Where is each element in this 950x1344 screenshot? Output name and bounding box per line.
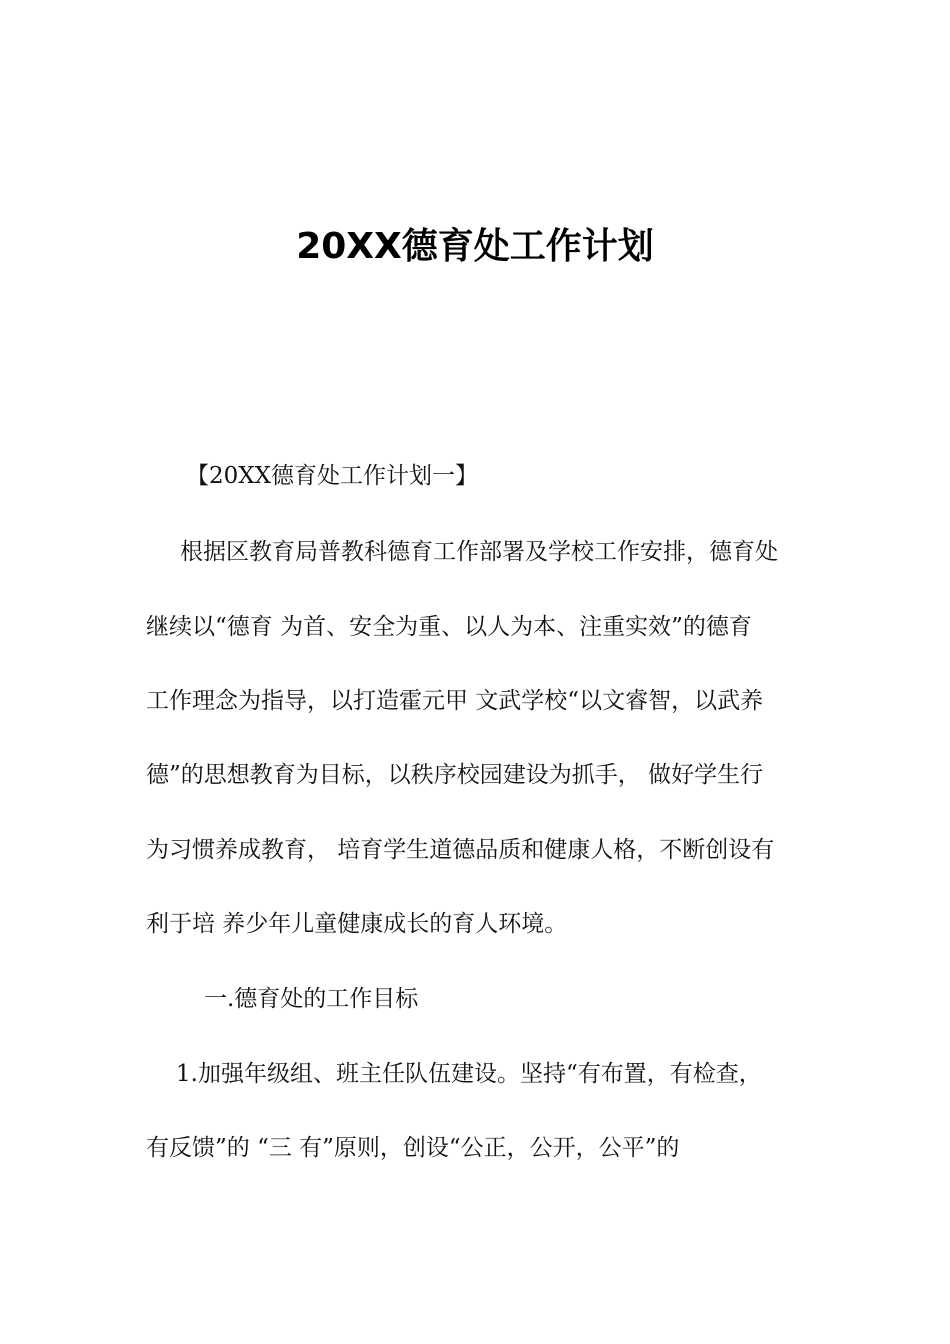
paragraph-line: 德”的思想教育为目标，以秩序校园建设为抓手， 做好学生行: [146, 762, 764, 788]
section-subheading: 一.德育处的工作目标: [204, 986, 419, 1012]
paragraph-line: 工作理念为指导，以打造霍元甲 文武学校“以文睿智，以武养: [146, 688, 764, 714]
section-heading: 【20XX德育处工作计划一】: [186, 463, 479, 489]
paragraph-line: 利于培 养少年儿童健康成长的育人环境。: [146, 911, 568, 937]
paragraph-line: 有反馈”的 “三 有”原则，创设“公正，公开，公平”的: [146, 1135, 680, 1161]
paragraph-line: 根据区教育局普教科德育工作部署及学校工作安排，德育处: [180, 539, 778, 565]
paragraph-line: 1.加强年级组、班主任队伍建设。坚持“有布置，有检查，: [176, 1061, 762, 1087]
paragraph-line: 为习惯养成教育， 培育学生道德品质和健康人格，不断创设有: [146, 837, 775, 863]
document-title: 20XX德育处工作计划: [296, 226, 654, 267]
paragraph-line: 继续以“德育 为首、安全为重、以人为本、注重实效”的德育: [146, 614, 752, 640]
